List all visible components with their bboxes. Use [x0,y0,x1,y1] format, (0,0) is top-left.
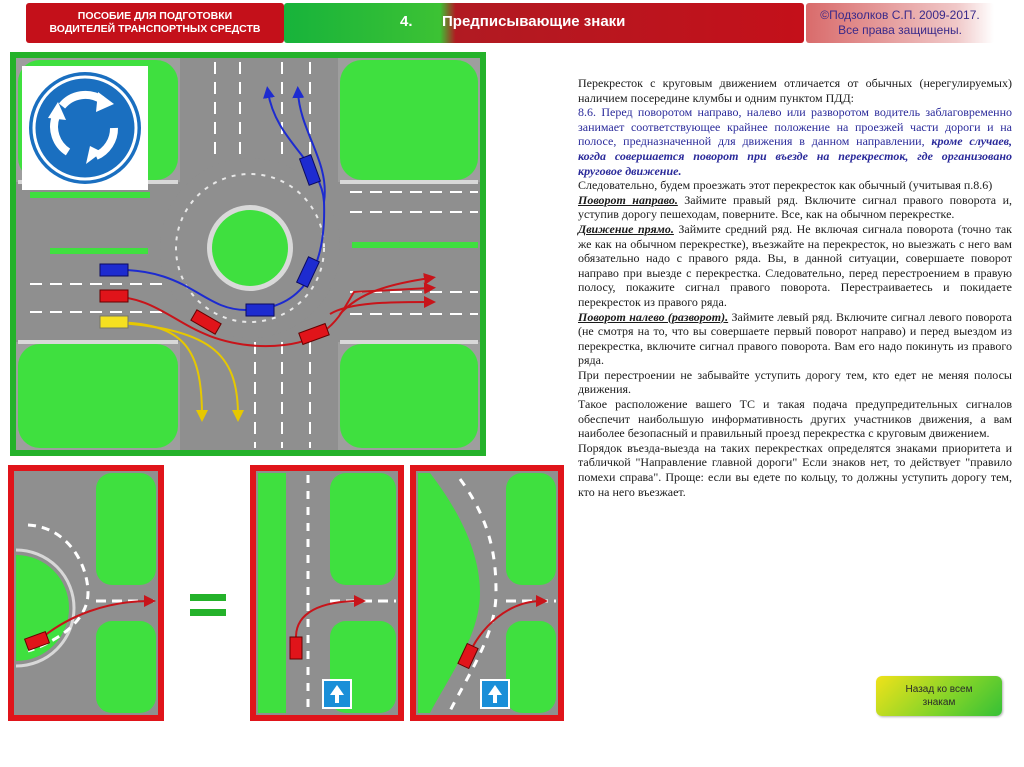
section-title-banner [284,3,804,43]
left-turn-text: Займите левый ряд. Включите сигнал левого поворота (не смотря на то, что вы совершаете первый поворот направо) и перед выездом из перекрестка, включите сигнал правого поворота. Вам его надо покинуть из правого ряда. [578,309,1013,368]
straight-heading: Движение прямо. [578,221,674,236]
left-turn-heading: Поворот налево (разворот). [578,309,729,324]
roundabout-entry-diagram [8,465,164,721]
paragraph-lane-change: При перестроении не забывайте уступить дорогу тем, кто едет не меняя полосы движения. [578,367,1012,397]
right-turn-heading: Поворот направо. [578,192,678,207]
course-title-line2: ВОДИТЕЛЕЙ ТРАНСПОРТНЫХ СРЕДСТВ [49,23,261,35]
paragraph-straight [578,222,1012,310]
section-number: 4. [400,13,413,30]
equals-symbol [188,590,228,620]
paragraph-left-turn [578,310,1012,368]
straight-text: Займите средний ряд. Не включая сигнала поворота (точно так же как на обычном перекрестке), въезжайте на перекресток, но выезжать с него вам обязательно надо с правого ряда. Вы, в данной ситуации, совершаете поворот направо при выезде с перекрестка. Следовательно, перед перестроением в правую полосу, покажите сигнал правого поворота. Перестраиваетесь и покидаете перекресток из правого ряда. [578,221,1013,309]
rule-8-6-exception: кроме случаев, когда совершается поворот при въезде на перекресток, где организовано круговое движение. [578,134,1013,178]
paragraph-intro: Перекресток с круговым движением отличается от обычных (нерегулируемых) наличием посередине клумбы и одним пунктом ПДД: [578,76,1012,105]
copyright-line2: Все права защищены. [838,23,962,37]
paragraph-conclusion: Следовательно, будем проезжать этот перекресток как обычный (учитывая п.8.6) [578,178,993,193]
copyright-line1: ©Подзолков С.П. 2009-2017. [820,8,980,22]
course-title-banner [26,3,284,43]
back-button-line1: Назад ко всем [905,684,973,695]
paragraph-right-turn [578,193,1012,222]
explanation-text [578,76,1012,499]
rule-8-6-text: 8.6. Перед поворотом направо, налево или разворотом водитель заблаговременно занимает соответствующее крайнее положение на проезжей части дороги и на полосе, предназначенной для движения в данном направлении, [578,105,1012,149]
right-turn-text: Займите правый ряд. Включите сигнал правого поворота и, уступив дорогу пешеходам, поверните. Все, как на обычном перекрестке. [578,192,1012,222]
paragraph-signals: Такое расположение вашего ТС и такая подача предупредительных сигналов обеспечит наибольшую информативность других участников движения, а вам наиболее безопасный и правильный проезд перекрестка с круговым движением. [578,397,1012,441]
right-turn-curved-diagram [410,465,564,721]
back-button-line2: знакам [922,697,956,708]
right-turn-straight-diagram [250,465,404,721]
section-title: Предписывающие знаки [442,13,626,30]
copyright-banner [806,3,994,43]
paragraph-rule-8-6 [578,105,1012,178]
paragraph-priority: Порядок въезда-выезда на таких перекрестках определятся знаками приоритета и табличкой "Направление главной дороги" Если знаков нет, то действует "правило помехи справа". Проще: если вы едете по кольцу, то должны уступить дорогу тем, кто на него въезжает. [578,440,1012,499]
course-title-line1: ПОСОБИЕ ДЛЯ ПОДГОТОВКИ [77,10,233,22]
roundabout-diagram [10,52,486,456]
back-to-all-signs-button[interactable] [876,676,1002,716]
